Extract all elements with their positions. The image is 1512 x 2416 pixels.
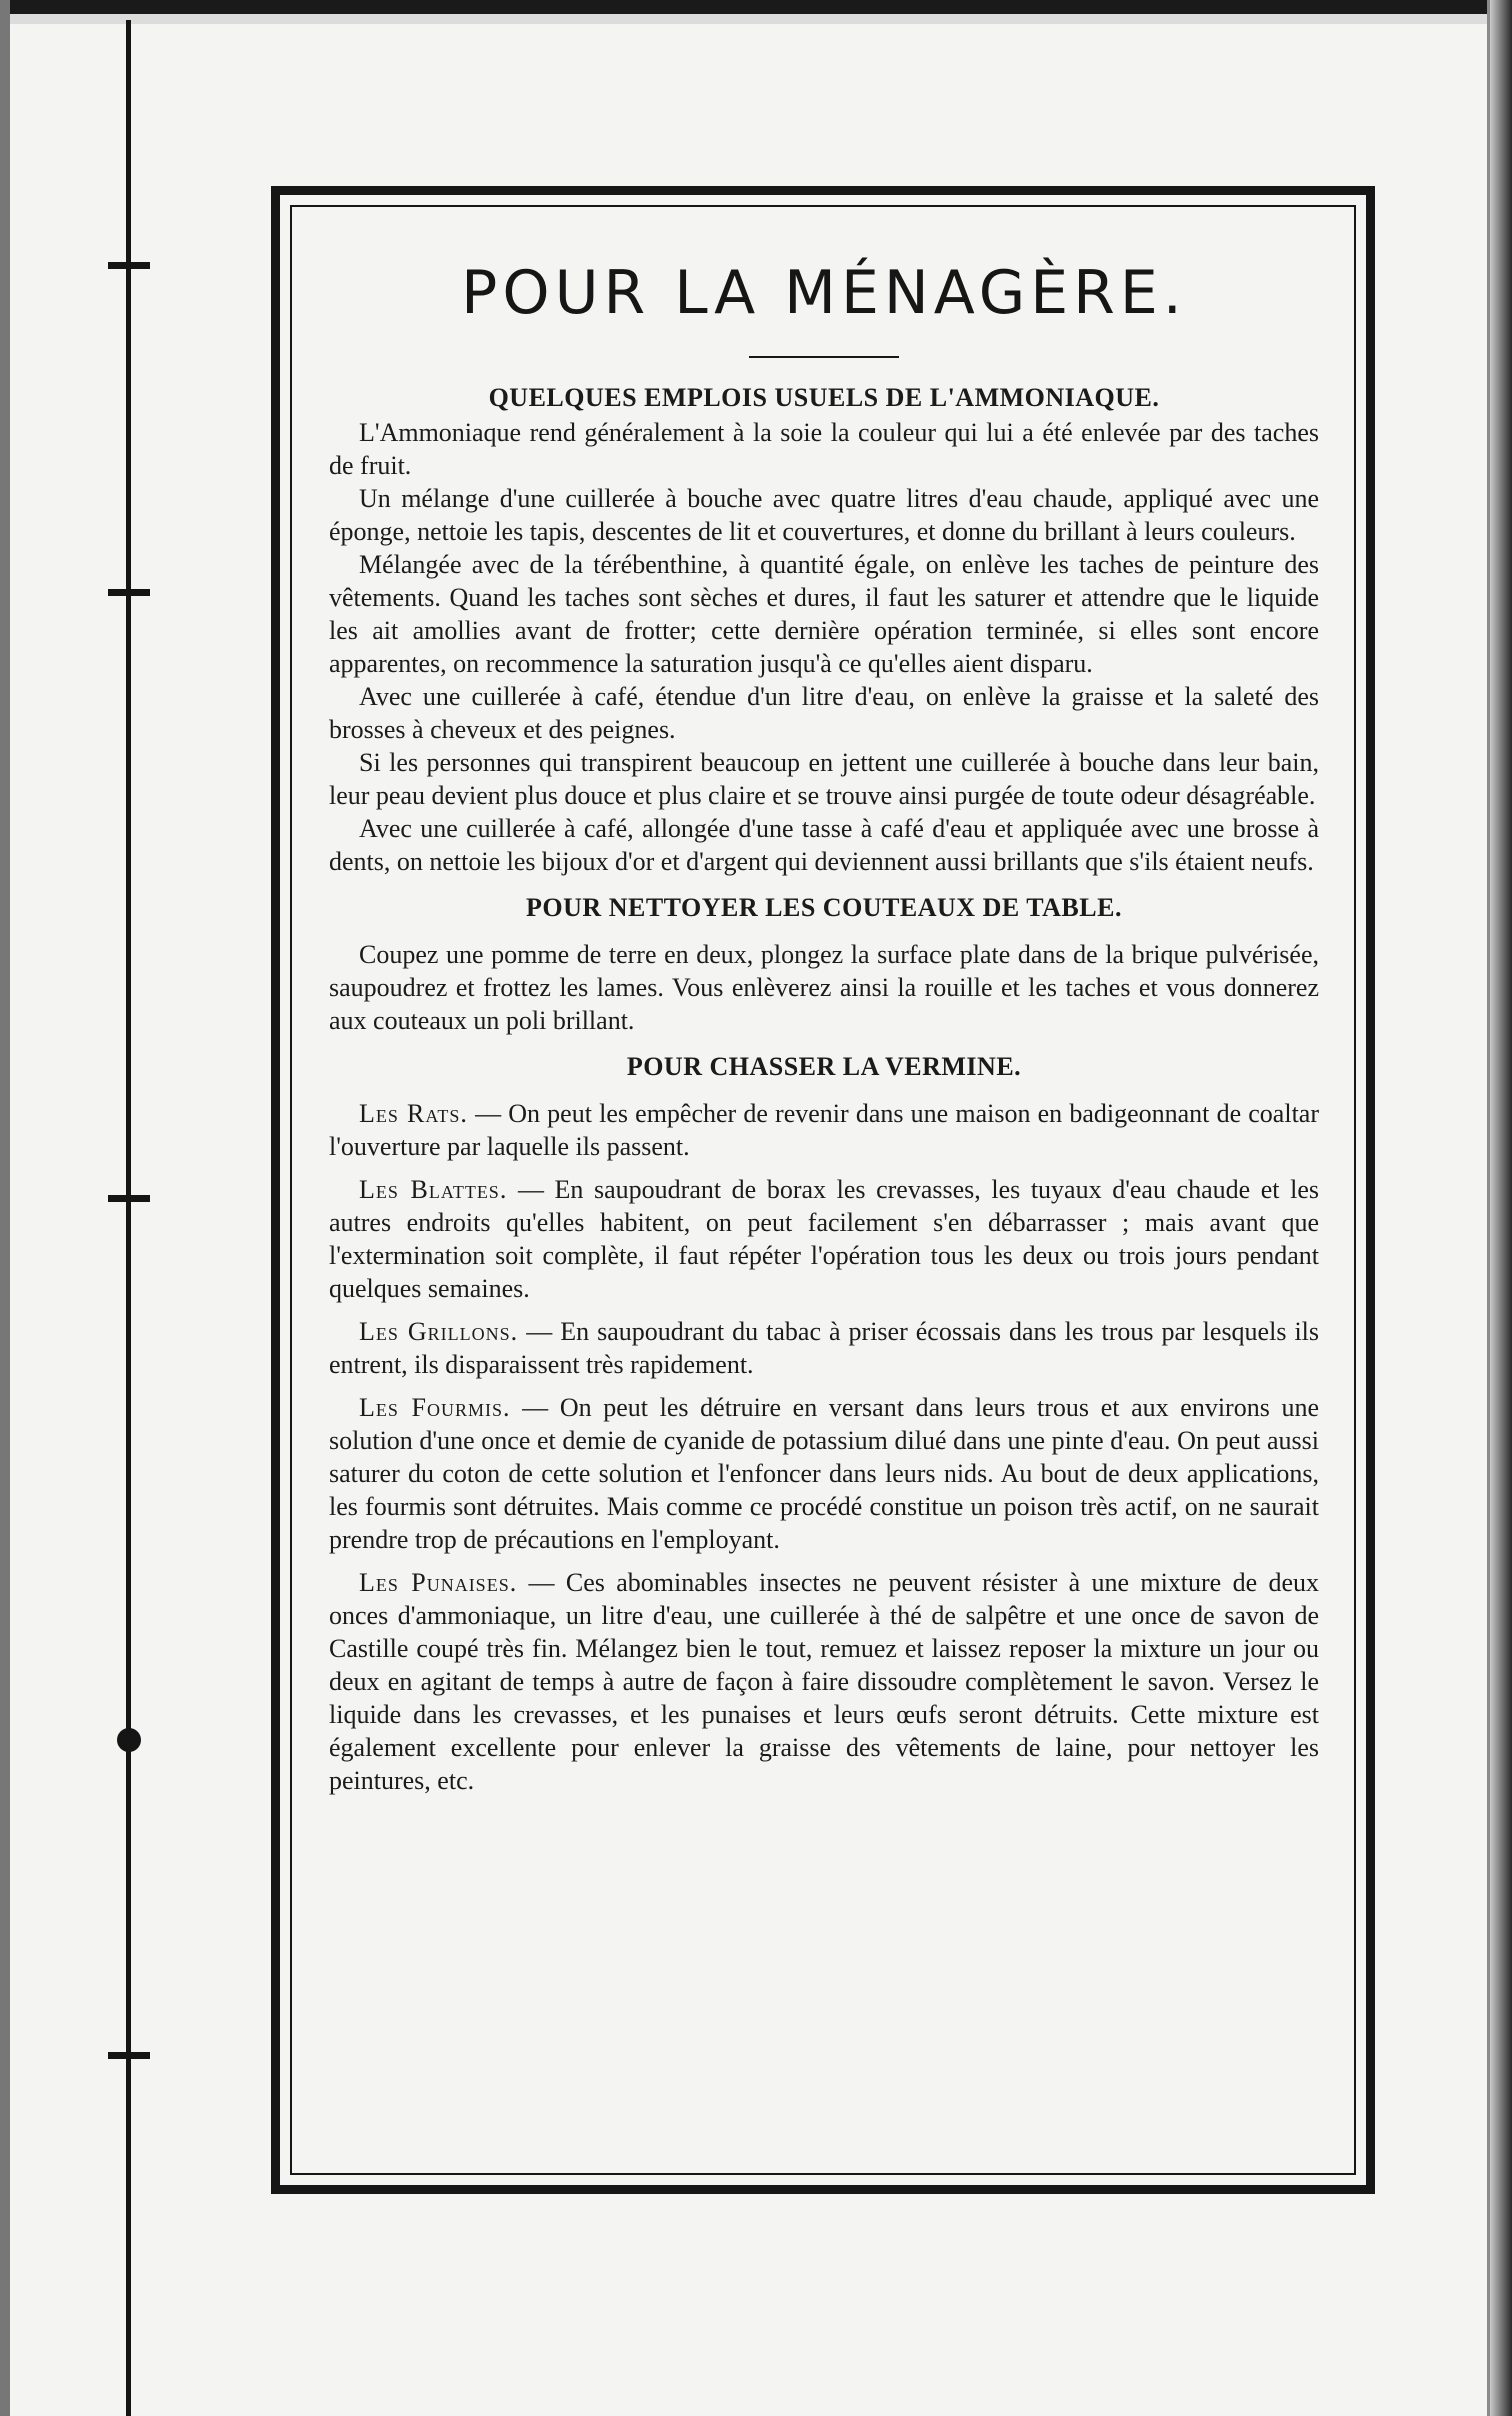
pest-remedy: — On peut les détruire en versant dans leurs trous et aux environs une solution d'une once et demie de cyanide de potassium dilué dans une pinte d'eau. On peut aussi saturer du coton de cette solution et l'enfoncer dans leurs nids. Au bout de deux applications, les fourmis sont détruites. Mais comme ce procédé constitue un poison très actif, on ne saurait prendre trop de précautions en l'employant. — [329, 1393, 1320, 1554]
pest-name: Les Blattes. — [359, 1175, 508, 1204]
pest-name: Les Grillons. — [359, 1317, 519, 1346]
vermin-entry-grillons — [329, 1315, 1319, 1381]
paragraph: Un mélange d'une cuillerée à bouche avec quatre litres d'eau chaude, appliqué avec une éponge, nettoie les tapis, descentes de lit et couvertures, et donne du brillant à leurs couleurs. — [329, 484, 1319, 546]
scan-top-shadow — [0, 14, 1512, 24]
pest-remedy: — On peut les empêcher de revenir dans une maison en badigeonnant de coaltar l'ouverture par laquelle ils passent. — [329, 1099, 1319, 1161]
paragraph: Coupez une pomme de terre en deux, plongez la surface plate dans de la brique pulvérisée, saupoudrez et frottez les lames. Vous enlèverez ainsi la rouille et les taches et vous donnerez aux couteaux un poli brillant. — [329, 940, 1319, 1035]
binding-stitch — [108, 589, 150, 596]
vermin-entry-fourmis — [329, 1391, 1319, 1556]
pest-remedy: — En saupoudrant du tabac à priser écossais dans les trous par lesquels ils entrent, ils disparaissent très rapidement. — [329, 1317, 1320, 1379]
pest-name: Les Punaises. — [359, 1568, 518, 1597]
binding-knot — [117, 1728, 141, 1752]
section-heading-vermine: POUR CHASSER LA VERMINE. — [626, 1052, 1022, 1081]
scan-right-edge — [1490, 0, 1512, 2416]
title-rule — [749, 356, 899, 358]
pest-name: Les Fourmis. — [359, 1393, 511, 1422]
paragraph: Mélangée avec de la térébenthine, à quantité égale, on enlève les taches de peinture des vêtements. Quand les taches sont sèches et dures, il faut les saturer et attendre que le liquide les ait amollies avant de frotter; cette dernière opération terminée, si elles sont encore apparentes, on recommence la saturation jusqu'à ce qu'elles aient disparu. — [329, 550, 1319, 678]
pest-remedy: — Ces abominables insectes ne peuvent résister à une mixture de deux onces d'ammoniaque, un litre d'eau, une cuillerée à thé de salpêtre et une once de savon de Castille coupé très fin. Mélangez bien le tout, remuez et laissez reposer la mixture un jour ou deux en agitant de temps à autre de façon à faire dissoudre complètement le savon. Versez le liquide dans les crevasses, et les punaises et leurs œufs seront détruits. Cette mixture est également excellente pour enlever la graisse des vêtements de laine, pour nettoyer les peintures, etc. — [329, 1568, 1319, 1795]
section-heading-ammoniaque: QUELQUES EMPLOIS USUELS DE L'AMMONIAQUE. — [488, 383, 1160, 412]
vermin-entry-rats — [329, 1097, 1319, 1163]
binding-stitch — [108, 262, 150, 269]
paragraph: L'Ammoniaque rend généralement à la soie la couleur qui lui a été enlevée par des taches de fruit. — [329, 418, 1319, 480]
paragraph: Si les personnes qui transpirent beaucoup en jettent une cuillerée à bouche dans leur bain, leur peau devient plus douce et plus claire et se trouve ainsi purgée de toute odeur désagréable. — [329, 748, 1319, 810]
binding-stitch — [108, 1195, 150, 1202]
paragraph: Avec une cuillerée à café, allongée d'une tasse à café d'eau et appliquée avec une brosse à dents, on nettoie les bijoux d'or et d'argent qui deviennent aussi brillants que s'ils étaient neufs. — [329, 814, 1319, 876]
paragraph: Avec une cuillerée à café, étendue d'un litre d'eau, on enlève la graisse et la saleté des brosses à cheveux et des peignes. — [329, 682, 1319, 744]
scan-left-edge — [0, 0, 10, 2416]
vermin-entry-blattes — [329, 1173, 1319, 1305]
pest-name: Les Rats. — [359, 1099, 468, 1128]
vermin-entry-punaises — [329, 1566, 1319, 1797]
pest-remedy: — En saupoudrant de borax les crevasses, les tuyaux d'eau chaude et les autres endroits qu'elles habitent, on peut facilement s'en débarrasser ; mais avant que l'extermination soit complète, il faut répéter l'opération tous les deux ou trois jours pendant quelques semaines. — [329, 1175, 1320, 1303]
page-title: POUR LA MÉNAGÈRE. — [461, 258, 1187, 328]
section-heading-couteaux: POUR NETTOYER LES COUTEAUX DE TABLE. — [526, 893, 1122, 922]
binding-stitch — [108, 2052, 150, 2059]
page-content — [329, 252, 1319, 1797]
scan-top-edge — [0, 0, 1512, 14]
